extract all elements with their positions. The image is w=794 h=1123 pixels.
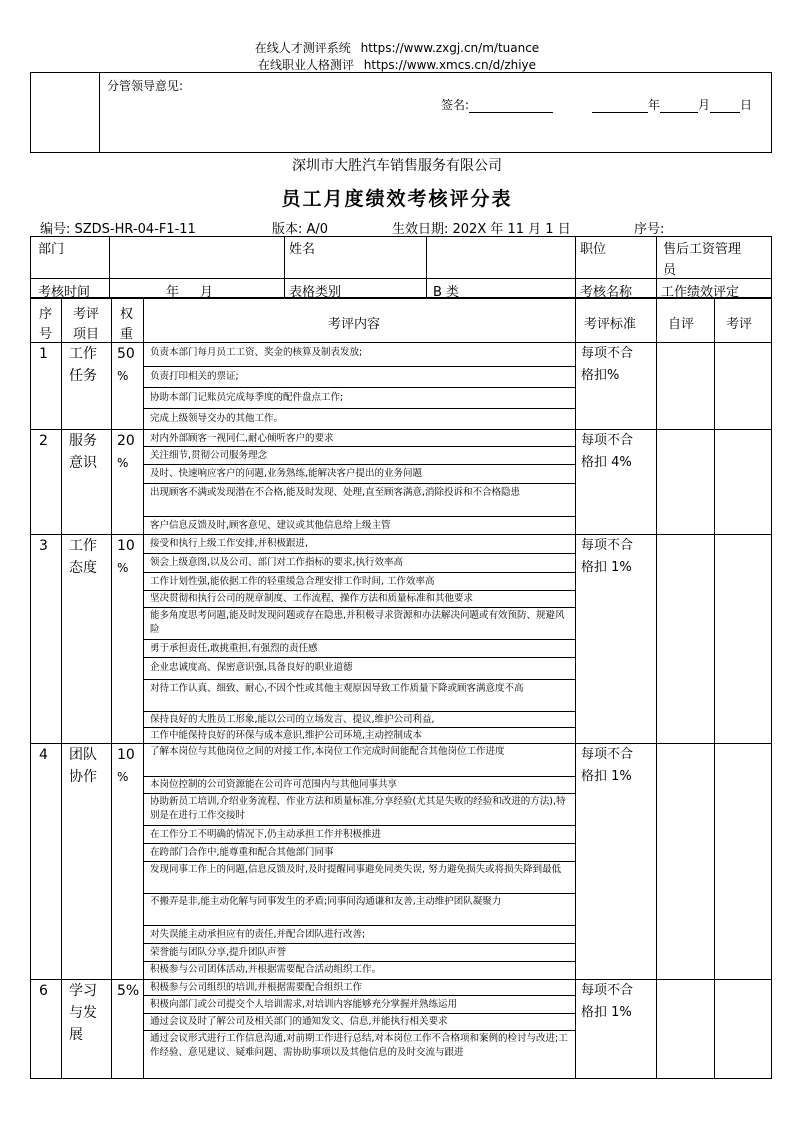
section-6-item: 积极参与公司组织的培训,并根据需要配合组织工作 [150, 982, 363, 993]
section-3-weight-2: % [117, 561, 129, 575]
col-eval: 考评 [726, 317, 753, 332]
section-6-name-2: 与发 [69, 1005, 97, 1021]
section-4-item: 对失误能主动承担应有的责任,并配合团队进行改善; [150, 929, 366, 940]
section-1-item: 协助本部门记账员完成每季度的配件盘点工作; [150, 392, 344, 403]
section-4-item: 在跨部门合作中,能尊重和配合其他部门同事 [150, 847, 334, 858]
section-4-item: 发现同事工作上的问题,信息反馈及时,及时提醒同事避免同类失误, 努力避免损失或将损失降到最低 [150, 864, 562, 875]
section-6-weight-1: 5% [117, 983, 140, 999]
form-version: 版本: A/0 [272, 222, 329, 237]
header-url-2[interactable]: https://www.xmcs.cn/d/zhiye [363, 58, 537, 72]
section-4-item: 在工作分工不明确的情况下,仍主动承担工作并积极推进 [150, 829, 382, 840]
col-content: 考评内容 [328, 317, 381, 332]
serial-number: 序号: [634, 222, 665, 237]
section-3-item: 工作中能保持良好的环保与成本意识,维护公司环境,主动控制成本 [150, 730, 423, 741]
col-standard: 考评标准 [584, 317, 637, 332]
section-3-item: 领会上级意图,以及公司、部门对工作指标的要求,执行效率高 [150, 557, 404, 568]
section-2-weight-1: 20 [117, 433, 135, 449]
section-3-item: 接受和执行上级工作安排,并积极跟进, [150, 538, 309, 549]
section-3-item: 坚决贯彻和执行公司的规章制度、工作流程、操作方法和质量标准和其他要求 [150, 593, 474, 604]
period-label: 考核时间 [38, 285, 91, 300]
header-line-2 [0, 56, 794, 73]
section-2-seq: 2 [39, 433, 48, 449]
date-line[interactable]: 年 月 日 [592, 96, 752, 113]
section-3-item: 保持良好的大胜员工形象,能以公司的立场发言、提议,维护公司利益, [150, 714, 435, 725]
form-type-label: 表格类别 [289, 285, 342, 300]
col-self: 自评 [668, 317, 695, 332]
section-1-item: 负责本部门每月员工工资、奖金的核算及制表发放; [150, 347, 363, 358]
col-seq-2: 号 [39, 327, 53, 342]
section-3-item: 工作计划性强,能依据工作的轻重缓急合理安排工作时间, 工作效率高 [150, 576, 435, 587]
period-year: 年 [166, 285, 180, 300]
section-1-weight-2: % [117, 369, 129, 383]
section-3-weight-1: 10 [117, 538, 135, 554]
section-2-name-2: 意识 [69, 455, 97, 471]
section-6-name-1: 学习 [69, 983, 97, 999]
effective-date: 生效日期: 202X 年 11 月 1 日 [392, 222, 571, 237]
sign-line[interactable]: 签名: [441, 96, 553, 113]
section-6-std-1: 每项不合 [581, 983, 634, 998]
company-name: 深圳市大胜汽车销售服务有限公司 [292, 158, 502, 174]
section-1-seq: 1 [39, 346, 48, 362]
section-2-weight-2: % [117, 456, 129, 470]
section-3-seq: 3 [39, 538, 48, 554]
section-1-item: 完成上级领导交办的其他工作。 [150, 413, 284, 424]
col-weight-1: 权 [120, 307, 134, 322]
section-2-item: 客户信息反馈及时,顾客意见、建议或其他信息给上级主管 [150, 520, 391, 531]
section-3-name-2: 态度 [69, 560, 97, 576]
col-item-1: 考评 [73, 307, 100, 322]
section-1-weight-1: 50 [117, 346, 135, 362]
header-label-2: 在线职业人格测评 [257, 58, 354, 72]
form-type-value: B 类 [433, 285, 460, 300]
section-1-name-2: 任务 [69, 368, 97, 384]
section-6-item: 通过会议及时了解公司及相关部门的通知发文、信息,并能执行相关要求 [150, 1016, 448, 1027]
section-6-name-3: 展 [69, 1027, 83, 1043]
section-6-std-2: 格扣 1% [581, 1005, 632, 1020]
assess-name-value: 工作绩效评定 [661, 285, 740, 300]
section-2-std-2: 格扣 4% [581, 455, 632, 470]
section-4-weight-1: 10 [117, 747, 135, 763]
section-4-item: 本岗位控制的公司资源能在公司许可范围内与其他同事共享 [150, 779, 398, 790]
section-2-item: 关注细节,贯彻公司服务理念 [150, 450, 268, 461]
col-item-2: 项目 [73, 327, 100, 342]
section-3-item: 能多角度思考问题,能及时发现问题或存在隐患,并积极寻求资源和办法解决问题或有效预防、规避风险 [150, 610, 565, 635]
section-4-item: 荣誉能与团队分享,提升团队声誉 [150, 947, 287, 958]
assess-name-label: 考核名称 [580, 285, 633, 300]
section-3-name-1: 工作 [69, 538, 97, 554]
section-1-name-1: 工作 [69, 346, 97, 362]
section-2-item: 及时、快速响应客户的问题,业务熟练,能解决客户提出的业务问题 [150, 468, 423, 479]
section-4-item: 积极参与公司团体活动,并根据需要配合活动组织工作。 [150, 964, 382, 975]
section-3-item: 企业忠诚度高、保密意识强,具备良好的职业道德 [150, 662, 353, 673]
header-label-1: 在线人才测评系统 [254, 41, 351, 55]
section-1-item: 负责打印相关的票证; [150, 371, 239, 382]
approval-label: 分管领导意见: [107, 79, 184, 93]
section-3-std-1: 每项不合 [581, 538, 634, 553]
section-4-std-2: 格扣 1% [581, 769, 632, 784]
header-line-1 [0, 39, 794, 56]
position-label: 职位 [580, 242, 607, 257]
section-3-item: 勇于承担责任,敢挑重担,有强烈的责任感 [150, 643, 318, 654]
position-value-2: 员 [663, 263, 677, 278]
position-value-1: 售后工资管理 [663, 242, 742, 257]
period-month: 月 [200, 285, 214, 300]
col-weight-2: 重 [120, 327, 134, 342]
section-4-name-1: 团队 [69, 747, 97, 763]
section-4-weight-2: % [117, 770, 129, 784]
section-4-item: 不搬弄是非,能主动化解与同事发生的矛盾;同事间沟通谦和友善,主动维护团队凝聚力 [150, 896, 502, 907]
section-4-std-1: 每项不合 [581, 747, 634, 762]
section-4-item: 协助新员工培训,介绍业务流程、作业方法和质量标准,分享经验(尤其是失败的经验和改进的方法),特别是在进行工作交接时 [150, 796, 566, 821]
section-2-name-1: 服务 [69, 433, 97, 449]
section-6-seq: 6 [39, 983, 48, 999]
section-2-item: 出现顾客不满或发现潜在不合格,能及时发现、处理,直至顾客满意,消除投诉和不合格隐患 [150, 487, 521, 498]
section-4-item: 了解本岗位与其他岗位之间的对接工作,本岗位工作完成时间能配合其他岗位工作进度 [150, 746, 505, 757]
section-6-item: 积极向部门或公司提交个人培训需求,对培训内容能够充分掌握并熟练运用 [150, 999, 458, 1010]
section-2-std-1: 每项不合 [581, 433, 634, 448]
section-4-name-2: 协作 [69, 769, 97, 785]
section-1-std-1: 每项不合 [581, 346, 634, 361]
name-label: 姓名 [289, 242, 316, 257]
form-code: 编号: SZDS-HR-04-F1-11 [40, 222, 196, 237]
section-3-std-2: 格扣 1% [581, 560, 632, 575]
header-url-1[interactable]: https://www.zxgj.cn/m/tuance [360, 41, 540, 55]
col-seq-1: 序 [39, 307, 53, 322]
section-6-item: 通过会议形式进行工作信息沟通,对前期工作进行总结,对本岗位工作不合格项和案例的检讨与改进;工作经验、意见建议、疑难问题、需协助事项以及其他信息的及时交流与跟进 [150, 1033, 568, 1058]
dept-label: 部门 [38, 242, 65, 257]
page-title: 员工月度绩效考核评分表 [281, 188, 513, 210]
section-4-seq: 4 [39, 747, 48, 763]
section-2-item: 对内外部顾客一视同仁,耐心倾听客户的要求 [150, 433, 334, 444]
section-1-std-2: 格扣% [581, 368, 620, 383]
section-3-item: 对待工作认真、细致、耐心,不因个性或其他主观原因导致工作质量下降或顾客满意度不高 [150, 683, 524, 694]
